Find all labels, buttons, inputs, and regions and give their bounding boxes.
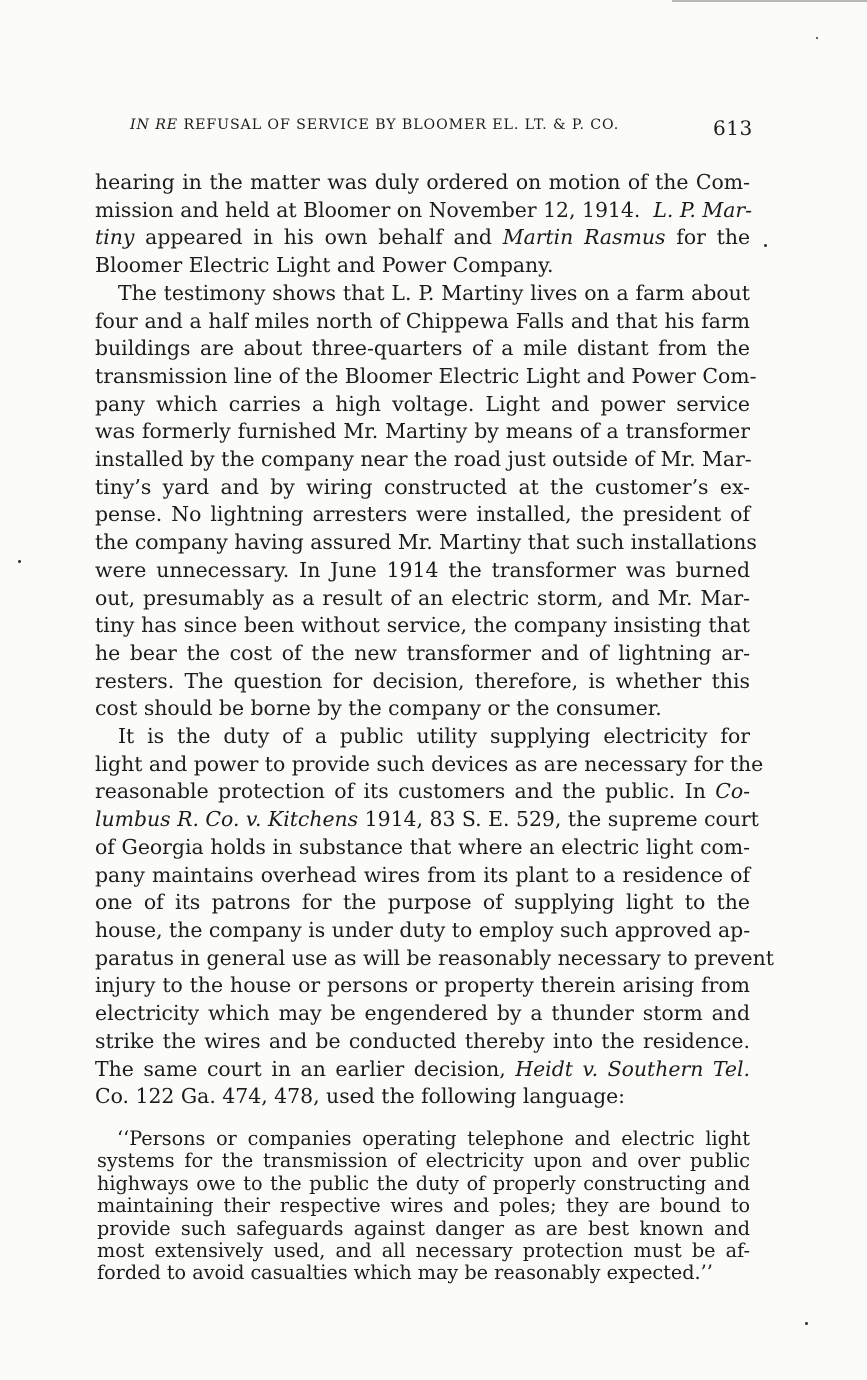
quote-line: systems for the transmission of electricity upon and over public: [97, 1149, 750, 1173]
scan-speck: [816, 37, 818, 39]
scan-speck: [805, 1322, 808, 1325]
text-line: were unnecessary. In June 1914 the transformer was burned: [95, 557, 750, 582]
text-line: injury to the house or persons or property therein arising from: [95, 973, 750, 998]
text-line: transmission line of the Bloomer Electric Light and Power Com-: [95, 363, 757, 388]
text-line: pany maintains overhead wires from its plant to a residence of: [95, 862, 750, 887]
body-text: [95, 169, 774, 1111]
running-head: [130, 117, 755, 133]
scan-edge-line: [672, 0, 867, 2]
text-line: buildings are about three-quarters of a mile distant from the: [95, 336, 750, 361]
block-quote: [97, 1128, 750, 1285]
text-line: tiny appeared in his own behalf and Martin Rasmus for the: [95, 225, 751, 250]
quote-line: most extensively used, and all necessary protection must be af-: [97, 1239, 750, 1263]
paragraph-2: [95, 280, 757, 723]
paragraph-1: [95, 169, 753, 280]
text-line: tiny has since been without service, the company insisting that: [95, 613, 750, 638]
text-line: reasonable protection of its customers and the public. In Co-: [95, 779, 750, 804]
quote-line: provide such safeguards against danger as are best known and: [97, 1216, 750, 1240]
text-line: the company having assured Mr. Martiny that such installations: [95, 530, 757, 555]
scan-speck: [18, 560, 21, 563]
text-line: tiny’s yard and by wiring constructed at the customer’s ex-: [95, 474, 750, 499]
page-number: 613: [713, 116, 753, 140]
quote-line: forded to avoid casualties which may be reasonably expected.’’: [97, 1261, 713, 1285]
text-line: four and a half miles north of Chippewa Falls and that his farm: [95, 308, 750, 333]
text-line: resters. The question for decision, therefore, is whether this: [95, 668, 750, 693]
text-line: electricity which may be engendered by a thunder storm and: [95, 1001, 750, 1026]
text-line: Co. 122 Ga. 474, 478, used the following language:: [95, 1084, 626, 1109]
text-line: pany which carries a high voltage. Light and power service: [95, 391, 750, 416]
quote-line: highways owe to the public the duty of properly constructing and: [97, 1171, 750, 1195]
text-line: house, the company is under duty to employ such approved ap-: [95, 917, 751, 942]
quote-line: ‘‘Persons or companies operating telephone and electric light: [117, 1127, 750, 1150]
text-line: paratus in general use as will be reasonably necessary to prevent: [95, 945, 774, 970]
text-line: one of its patrons for the purpose of supplying light to the: [95, 890, 750, 915]
text-line: Bloomer Electric Light and Power Company.: [95, 253, 554, 278]
running-head-italic: IN RE: [130, 117, 179, 133]
paragraph-3: [95, 723, 774, 1111]
text-line: installed by the company near the road just outside of Mr. Mar-: [95, 447, 752, 472]
text-line: strike the wires and be conducted thereby into the residence.: [95, 1028, 750, 1053]
running-head-title: REFUSAL OF SERVICE BY BLOOMER EL. LT. & P. CO.: [183, 117, 620, 133]
text-line: light and power to provide such devices as are necessary for the: [95, 751, 764, 776]
text-line: The testimony shows that L. P. Martiny lives on a farm about: [118, 280, 750, 305]
scan-speck: [764, 244, 767, 247]
text-line: was formerly furnished Mr. Martiny by means of a transformer: [95, 419, 750, 444]
text-line: lumbus R. Co. v. Kitchens 1914, 83 S. E. 529, the supreme court: [95, 807, 759, 832]
text-line: mission and held at Bloomer on November 12, 1914. L. P. Mar-: [95, 197, 753, 222]
text-line: hearing in the matter was duly ordered on motion of the Com-: [95, 170, 750, 194]
text-line: The same court in an earlier decision, Heidt v. Southern Tel.: [95, 1056, 750, 1081]
quote-line: maintaining their respective wires and poles; they are bound to: [97, 1194, 750, 1218]
text-line: he bear the cost of the new transformer and of lightning ar-: [95, 640, 750, 665]
text-line: out, presumably as a result of an electric storm, and Mr. Mar-: [95, 585, 750, 610]
text-line: pense. No lightning arresters were installed, the president of: [95, 502, 750, 527]
text-line: of Georgia holds in substance that where an electric light com-: [95, 834, 750, 859]
text-line: cost should be borne by the company or the consumer.: [95, 696, 662, 721]
text-line: It is the duty of a public utility supplying electricity for: [118, 724, 750, 749]
